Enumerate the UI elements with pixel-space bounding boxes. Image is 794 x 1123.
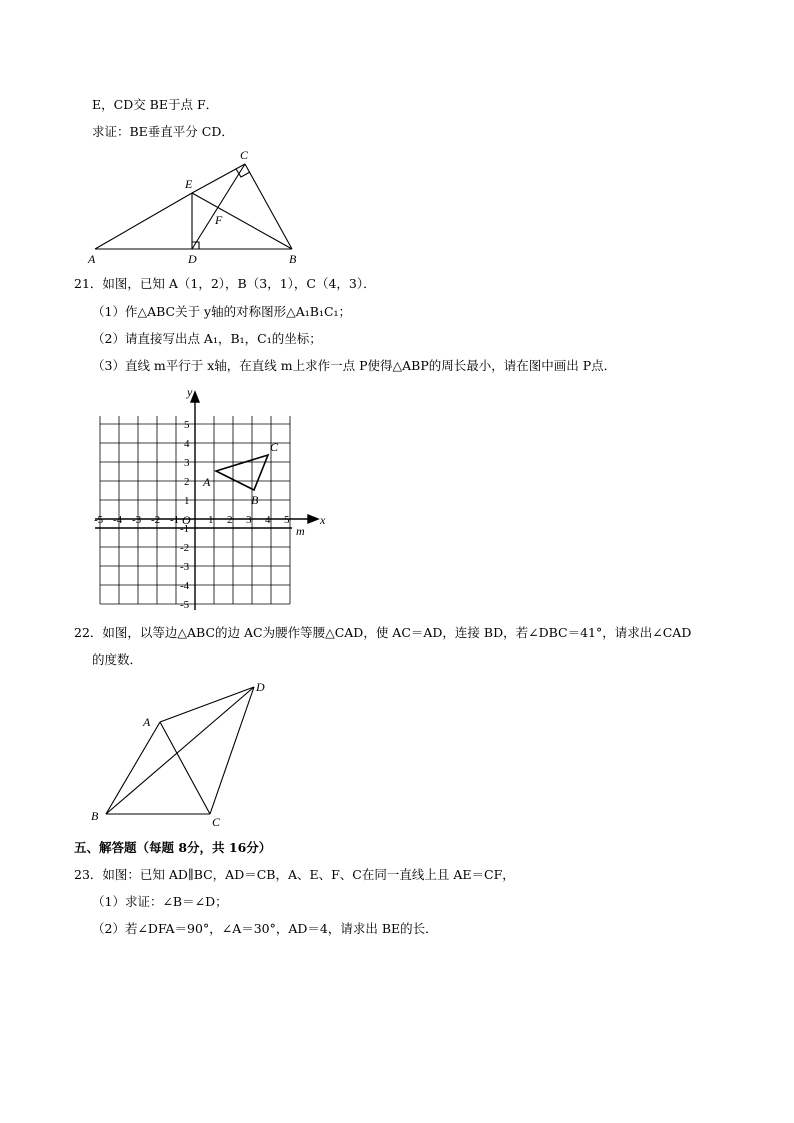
label-E: E — [185, 177, 193, 191]
q21-part1: （1）作△ABC关于 y轴的对称图形△A₁B₁C₁； — [92, 304, 352, 319]
x-tick-label: -5 — [94, 514, 104, 526]
y-tick-label: 1 — [184, 495, 190, 507]
q22-line1: 22．如图，以等边△ABC的边 AC为腰作等腰△CAD，使 AC＝AD，连接 BD，若∠DBC＝41°，请求出∠CAD — [74, 625, 692, 640]
section5-title: 五、解答题（每题 8分，共 16分） — [74, 840, 272, 855]
point-B-label: B — [251, 493, 259, 507]
x-tick-label: -1 — [170, 514, 180, 526]
label-B: B — [289, 252, 297, 266]
q22-line2: 的度数． — [92, 652, 143, 667]
x-tick-label: -4 — [113, 514, 123, 526]
q21-part3: （3）直线 m平行于 x轴，在直线 m上求作一点 P使得△ABP的周长最小，请在图中画出 P点． — [92, 358, 617, 373]
x-axis-label: x — [320, 513, 326, 527]
label-D: D — [256, 680, 265, 694]
point-A-label: A — [203, 475, 211, 489]
label-A: A — [143, 715, 151, 729]
y-tick-label: 2 — [184, 476, 190, 488]
q21-intro: 21．如图，已知 A（1，2），B（3，1），C（4，3）． — [74, 276, 376, 291]
label-F: F — [215, 213, 223, 227]
x-tick-label: -2 — [151, 514, 161, 526]
segment-AC — [160, 722, 210, 814]
x-tick-label: 5 — [284, 514, 290, 526]
line-m-label: m — [296, 524, 305, 538]
y-tick-label: -2 — [180, 542, 190, 554]
y-tick-label: -1 — [180, 523, 190, 535]
label-A: A — [88, 252, 96, 266]
x-tick-label: 1 — [208, 514, 214, 526]
q21-part2: （2）请直接写出点 A₁，B₁，C₁的坐标； — [92, 331, 322, 346]
q20-line2: 求证：BE垂直平分 CD． — [92, 124, 234, 139]
label-C: C — [240, 148, 249, 162]
y-tick-label: -5 — [180, 599, 190, 611]
y-axis-label: y — [187, 385, 193, 399]
q20-line1: E，CD交 BE于点 F． — [92, 97, 219, 112]
origin-label: O — [182, 513, 191, 527]
x-tick-label: 2 — [227, 514, 233, 526]
y-tick-label: 5 — [184, 419, 190, 431]
label-D: D — [188, 252, 197, 266]
q23-part1: （1）求证：∠B＝∠D； — [92, 894, 228, 909]
segment-AD — [160, 687, 254, 722]
label-B: B — [91, 809, 99, 823]
label-C: C — [212, 815, 221, 829]
y-tick-label: -3 — [180, 561, 190, 573]
y-tick-label: -4 — [180, 580, 190, 592]
y-tick-label: 3 — [184, 457, 190, 469]
x-tick-label: 3 — [246, 514, 252, 526]
q23-part2: （2）若∠DFA＝90°，∠A＝30°，AD＝4，请求出 BE的长． — [92, 921, 438, 936]
x-tick-label: -3 — [132, 514, 142, 526]
q23-intro: 23．如图：已知 AD∥BC，AD＝CB，A、E、F、C在同一直线上且 AE＝CF， — [74, 867, 515, 882]
x-tick-label: 4 — [265, 514, 271, 526]
segment-BA — [106, 722, 160, 814]
y-tick-label: 4 — [184, 438, 190, 450]
point-C-label: C — [270, 440, 279, 454]
